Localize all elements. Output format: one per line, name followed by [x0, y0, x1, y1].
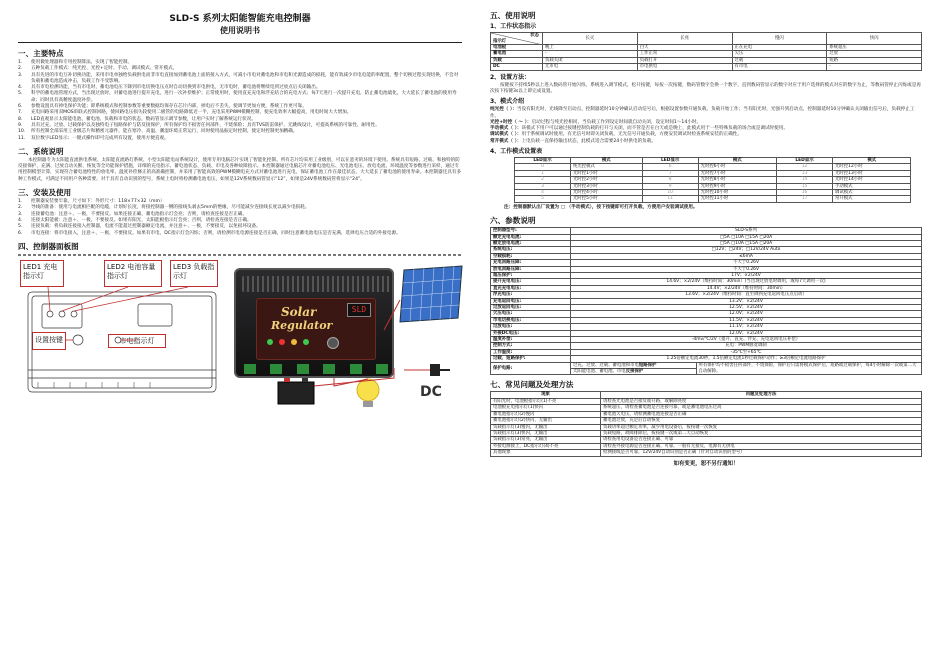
mode-header: 模式: [698, 158, 776, 164]
faq-solution: 负载功率超过额定功率，减少用电设备后，按按键一次恢复: [601, 424, 922, 430]
param-value: 充电：PWM脉宽调制: [571, 343, 922, 349]
mode-led-value: 0: [515, 164, 571, 170]
callout-mains-led: 市电指示灯: [108, 334, 166, 348]
mode-led-value: 17: [777, 196, 833, 202]
status-cell: -: [543, 51, 638, 57]
brand-regulator: Regulator: [271, 318, 333, 332]
mode-name-cell: 光时控6小时: [698, 164, 776, 170]
param-value: 不大于0.26V: [571, 266, 922, 272]
mode-desc: 启动过程与纯光控相同，当负载工作到设定时间就自动关闭，设定时间1～14小时。: [531, 119, 702, 125]
item-number: 5.: [18, 91, 23, 97]
param-label: 系统电压:: [491, 247, 571, 253]
status-table-heading: 1、工作状态指示: [490, 23, 537, 30]
table-row: [491, 64, 922, 70]
param-value: 不大于0.26V: [571, 260, 922, 266]
table-row: [515, 183, 911, 189]
faq-symptom: 蓄电池指示灯(2)快闪，无输出: [491, 418, 601, 424]
mode-name: 纯光控（ ）：: [490, 107, 517, 113]
mode-led-value: 1: [515, 170, 571, 176]
param-label: 空载损耗:: [491, 253, 571, 259]
mode-header: LED显示: [777, 158, 833, 164]
callout-led2: LED2 电池容量指示灯: [104, 260, 162, 287]
faq-symptom: 有阳光时，电池板指示灯(1)不亮: [491, 398, 601, 404]
mode-led-value: 4: [515, 190, 571, 196]
item-text: 连接太阳能板：注意＋、－极，不要接反。如果有阳光，太阳能板指示灯会亮；否则，请检查连接是否正确。: [31, 217, 252, 223]
mode-name-cell: 光时控7小时: [698, 170, 776, 176]
param-label: 额定充电电流:: [491, 234, 571, 240]
param-label: 温度补偿:: [491, 337, 571, 343]
status-cell: 无市电: [543, 64, 638, 70]
faq-symptom: 电池板充电指示灯(1)快闪: [491, 405, 601, 411]
item-number: 4.: [18, 85, 23, 91]
status-header: 长亮: [637, 33, 732, 45]
mode-name-cell: 光时控12小时: [832, 164, 910, 170]
status-cell: 正在充电: [732, 45, 827, 51]
mode-name: 手动模式（ ）：: [490, 126, 522, 132]
table-row: [515, 177, 911, 183]
item-number: 8.: [18, 116, 23, 122]
status-corner-cell: [491, 33, 543, 45]
list-item: [18, 136, 462, 142]
item-text: 充电回路采用双MOS串联式控制回路，使回路电压损失较使用二极管的电路降低近一半，充电采用PWM模糊控制，使充电效率大幅提高，用电时间大大增加。: [31, 110, 352, 116]
param-label: 过放返回电压:: [491, 305, 571, 311]
panel-divider: [18, 254, 462, 256]
mode-led-value: 5: [515, 196, 571, 202]
status-header: 快闪: [827, 33, 922, 45]
panel-diagram: [18, 260, 462, 410]
faq-table-body: [491, 398, 922, 456]
protect-text: 过充、过放、过载、蓄电池和市电: [573, 362, 639, 368]
table-row: [515, 196, 911, 202]
corner-bottom-label: 指示灯: [493, 38, 507, 44]
param-value: 13.6V；×2/24V（维持时间：直至降到充电返回电压点启动）: [571, 292, 922, 298]
protect-cell: [571, 362, 922, 375]
item-text: 导线的准备：使用与电流相匹配的电缆，计划好长度，将接控制器一侧的接线头剥去5mm的绝缘，尽可能减少连接线长度以减少电损耗。: [31, 205, 310, 211]
mode-led-value: 2: [515, 177, 571, 183]
mode-led-value: 16: [777, 190, 833, 196]
item-number: 5.: [18, 224, 23, 230]
item-text: LED直观显示太阳能电池、蓄电池、负载和市电的状态，数码管显示调节参数，让用户实时了解系统运行状况。: [31, 116, 256, 122]
param-label: 额定放电电流:: [491, 240, 571, 246]
outline-led1: [47, 311, 53, 317]
faq-solution: 检测接线是否可靠，12V/24V自动识别是否正确（针对自动识别的型号）: [601, 450, 922, 456]
faq-symptom: 负载指示灯(3)慢闪，无输出: [491, 424, 601, 430]
item-number: 10.: [18, 129, 26, 135]
item-number: 4.: [18, 217, 23, 223]
params-table-body: [491, 228, 922, 363]
setup-heading: 2、设置方法：: [490, 73, 531, 81]
mode-led-value: 10: [642, 190, 698, 196]
section-features-heading: 一、主要特点: [18, 49, 64, 58]
param-label: 过放电压:: [491, 324, 571, 330]
status-cell: 工作正常: [637, 51, 732, 57]
param-label: 放电回路压降:: [491, 266, 571, 272]
mode-led-value: 3: [515, 183, 571, 189]
mode-header: 模式: [570, 158, 642, 164]
status-cell: 负载打开: [637, 57, 732, 63]
param-label: 超压保护:: [491, 272, 571, 278]
param-value: □5A □10A □15A □20A: [571, 240, 922, 246]
mode-header: 模式: [832, 158, 910, 164]
status-row-label: DC: [491, 64, 543, 70]
mode-led-value: 13: [777, 170, 833, 176]
param-value: 13.2V；×2/24V: [571, 298, 922, 304]
mode-header: LED显示: [515, 158, 571, 164]
param-value: 17V；×2/24V: [571, 272, 922, 278]
status-cell: 欠压: [732, 51, 827, 57]
digit-display: SLD: [347, 303, 371, 317]
item-number: 3.: [18, 211, 23, 217]
faq-symptom: 其他现象: [491, 450, 601, 456]
status-cell: 过放: [827, 51, 922, 57]
doc-title: SLD-S 系列太阳能智能充电控制器: [169, 14, 311, 24]
list-item: [18, 73, 462, 86]
faq-header: 问题及处理方法: [601, 392, 922, 398]
param-label: 外接DC电压:: [491, 330, 571, 336]
mode-name-cell: 光时控2小时: [570, 177, 642, 183]
param-value: -35℃至+65℃: [571, 349, 922, 355]
status-table-body: [491, 45, 922, 71]
table-row: [515, 170, 911, 176]
param-label: 充电回路压降:: [491, 260, 571, 266]
list-item: [18, 91, 462, 104]
param-label: 浮充电压:: [491, 292, 571, 298]
item-number: 1.: [18, 60, 23, 65]
dc-plug-icon: [430, 364, 450, 376]
mode-header: LED显示: [642, 158, 698, 164]
section-install-heading: 三、安装及使用: [18, 188, 72, 198]
setup-text: 按键按下持续5秒以上进入数码管开始闪烁，系统进入调节模式，松开按键，每按一次按键，数码管数字会换一个数字，直到数码管显示的数字对应于用户选择的模式对应的数字为止，等数码管停止闪烁或是再次按下按键3s以上即完成设置。: [490, 82, 921, 94]
mode-name-cell: 光时控11小时: [698, 196, 776, 202]
doc-subtitle: 使用说明书: [220, 26, 260, 35]
param-label: 提升充电电压:: [491, 279, 571, 285]
param-label: 直充充电电压:: [491, 285, 571, 291]
item-text: 市电连接：将市电接入，注意＋、－极，不要接反。如果有市电，DC指示灯会闪烁；否则，请检测市电电源连接是否正确，同时注意蓄电池电压是否充满，选择电压合适的外接电源。: [31, 230, 401, 236]
mode-desc: 该模式下用户可以通过按键控制负载的打开与关闭，而不管是否在白天或是晚上，此模式用于一些特殊负载的场合或是调试时使用。: [521, 126, 788, 132]
protect-note: 所有保护均不损害任何部件，不烧保险，保护后只需将模式保护后，短路或过载保护，每4小时解除一次或第二天自动解除。: [696, 363, 921, 375]
item-text: 使用微处理器和专用控制算法，实现了智能控制。: [31, 60, 133, 65]
params-table: [490, 227, 922, 375]
mode-name-cell: 光时控3小时: [570, 183, 642, 189]
faq-solution: 请检查外接电源是否连接正确、可靠，一般有无接反，电源有无供电: [601, 443, 922, 449]
param-label: 工作温度:: [491, 349, 571, 355]
modes-heading: 3、模式介绍: [490, 98, 525, 106]
mode-name-cell: 光时控9小时: [698, 183, 776, 189]
mode-led-value: 9: [642, 183, 698, 189]
item-text: 参数设置具有掉电保护功能；即系统模式和控制参数等重要数据均保存在芯片内部，掉电后不丢失，使调节更加方便，系统工作更可靠。: [31, 104, 307, 110]
outline-led3: [71, 311, 77, 317]
param-value: 14.6V；×2/24V（维持时间：30min）(当出现过放电时调用，或每7天调用一次): [571, 279, 922, 285]
item-text: 连接负载：将负载连接接入控制器，电流不能超过控制器额定电流，并注意＋、－极，不要接反，以免损坏设备。: [31, 224, 261, 230]
param-value: 12.0V；×2/24V: [571, 330, 922, 336]
protect-bold: 反接保护: [625, 369, 644, 375]
footer-note: 如有变更，恕不另行通知！: [673, 460, 739, 467]
mode-name-cell: 光时控13小时: [832, 170, 910, 176]
status-cell: 过载: [732, 57, 827, 63]
mode-led-value: 6: [642, 164, 698, 170]
status-header: 长灭: [543, 33, 638, 45]
status-row-label: 负载: [491, 57, 543, 63]
table-row: [515, 164, 911, 170]
item-text: 具有先进的市电互补切换功能，采用市电单独给负载供电而非市电直接加到蓄电池上面的接入方式，可减小市电对蓄电池和市电和光源造成的损耗，能有效减少市电电能的率配置，整个切换过程实现切换，不会对负载和蓄电池造成冲击，负载工作不受影响。: [31, 72, 459, 84]
item-number: 3.: [18, 72, 23, 78]
param-value: 11.1V；×2/24V: [571, 324, 922, 330]
item-number: 6.: [18, 230, 23, 236]
status-cell: 市电供电: [637, 64, 732, 70]
param-value: ≤6mA: [571, 253, 922, 259]
status-row-label: 电池板: [491, 45, 543, 51]
mode-name-cell: 光时控10小时: [698, 190, 776, 196]
default-note: 注：控制器默认出厂设置为 □ （手动模式），按下按键即可打开负载，方便用户安装调试使用。: [504, 204, 698, 210]
param-label: 控制方式:: [491, 343, 571, 349]
section-faq-heading: 七、常见问题及处理方法: [490, 380, 574, 390]
mode-led-value: 15: [777, 183, 833, 189]
mode-name-cell: 光时控5小时: [570, 196, 642, 202]
mode-item: [490, 107, 922, 120]
status-cell: 有市电: [732, 64, 827, 70]
callout-led1: LED1 充电指示灯: [20, 260, 64, 287]
faq-header: 现象: [491, 392, 601, 398]
install-list: [18, 199, 462, 237]
mode-name-cell: 手动模式: [832, 183, 910, 189]
param-value: 14.4V；×2/24V（维持时间：30min）: [571, 285, 922, 291]
battery-icon: [278, 378, 314, 404]
mode-led-value: 14: [777, 177, 833, 183]
param-label: 市电切换电压:: [491, 317, 571, 323]
mode-led-value: 8: [642, 177, 698, 183]
mode-desc: 上电负载一直保持输出状态，此模式适合需要24小时供电的负载。: [521, 138, 656, 144]
item-text: 连接蓄电池：注意＋、－极，不要接反。如果连接正确，蓄电池指示灯会亮；否则，请检查连接是否正确。: [31, 211, 247, 217]
param-label: 控制器型号:: [491, 228, 571, 234]
mode-table-body: [515, 164, 911, 202]
faq-symptom: 外接电源接上，DC指示灯(4)不亮: [491, 443, 601, 449]
mode-name: 光控+时控（ ～ ）：: [490, 119, 532, 125]
item-text: 双位数字LED显示；一键式操作即可完成所有设置，使用方便直观。: [31, 135, 169, 141]
item-number: 1.: [18, 199, 23, 205]
mode-led-value: 12: [777, 164, 833, 170]
item-text: 具有过充、过放、过载保护以及独特电子短路保护与防反接保护，所有保护均不损害任何部件，不烧保险；具有TVS防雷保护、无跳线设计，可提高系统的可靠性、耐用性。: [31, 122, 380, 128]
mode-name-cell: 光时控8小时: [698, 177, 776, 183]
system-description: 本控制器专为太阳能直流供电系统、太阳能直流路灯系统、小型太阳能电站系统设计，使用专用电脑芯片实现了智能化控制。所有芯片均采用工业级别，可以在恶劣的环境下使用。系统具有短路、过载、和独特的防反接保护，充满、过放自动关断、恢复等全功能保护措施，详细的充电指示、蓄电池状态、负载、市电及各种故障指示。本控制器通过电脑芯片对蓄电池电压、光电池电压、放电电流、环境温度等参数进行采样，通过专用控制模型计算，实现符合蓄电池特性的放电率、温度补偿修正的高准确控制，并采用了智能高效的PWM模糊电充方式对蓄电池进行充电，保证蓄电池工作在最佳状态，大大延长了蓄电池的使用寿命。本控制器还具有多种工作模式，可满足不同用户各种需要。对于具有自动识别的型号，系统上电时将检测蓄电池电压，如果是12V系统数码管显示“12”，如果是24V系统数码管将显示“24”。: [18, 157, 462, 182]
table-row: [491, 450, 922, 456]
faq-solution: 蓄电池过放，充足后自动恢复: [601, 418, 922, 424]
controller-outline-drawing: [18, 260, 228, 410]
item-number: 6.: [18, 104, 23, 110]
right-column: [470, 0, 936, 662]
section-usage-heading: 五、使用说明: [490, 11, 536, 20]
section-panel-heading: 四、控制器面板图: [18, 241, 79, 251]
features-list: [18, 60, 462, 142]
section-system-heading: 二、系统说明: [18, 146, 64, 156]
mode-name-cell: 调试模式: [832, 190, 910, 196]
corner-top-label: 状态: [530, 33, 539, 38]
status-cell: 晚上: [543, 45, 638, 51]
param-value: 1.25倍额定电流30秒，1.5倍额定电流1秒过载保护动作；≥3倍额定电流短路保护: [571, 356, 922, 362]
param-label: 充电返回电压:: [491, 298, 571, 304]
param-value: SLD-S系列: [571, 228, 922, 234]
param-label: 欠压电压:: [491, 311, 571, 317]
item-number: 2.: [18, 205, 23, 211]
section-params-heading: 六、参数说明: [490, 216, 536, 226]
status-cell: 负载关闭: [543, 57, 638, 63]
outline-display: [138, 304, 172, 326]
item-text: 科学的蓄电池管理方式，当出现过放时，对蓄电池进行提升充电，进行一次补偿维护；正常使用时，使用直充充电和浮充结合的充电方式；每7天进行一次提升充电，防止蓄电池硫化，大大延长了蓄电池的使用寿命；同时具有高精度温度补偿。: [31, 91, 457, 103]
mode-desc: 用于系统调试时使用，有光信号时即关闭负载，无光信号开通负载，方便安装调试时检查系统安装的正确性。: [521, 132, 742, 138]
param-value: □12V；□24V；□12V/24V Auto: [571, 247, 922, 253]
mode-led-value: 7: [642, 170, 698, 176]
faq-solution: 负载短路，故障排除后，按按键一次或第二天自动恢复: [601, 430, 922, 436]
faq-symptom: 负载指示灯(3)常亮，无输出: [491, 437, 601, 443]
item-text: 五种负载工作模式：纯光控、光控+定时、手动、调试模式、常开模式。: [31, 66, 178, 72]
outline-button: [73, 335, 83, 345]
item-number: 2.: [18, 66, 23, 72]
param-value: □5A □10A □15A □20A: [571, 234, 922, 240]
table-row: [515, 190, 911, 196]
param-value: 12.0V；×2/24V: [571, 311, 922, 317]
status-row-label: 蓄电池: [491, 51, 543, 57]
param-label: 保护电路:: [491, 362, 571, 375]
item-number: 9.: [18, 122, 23, 128]
item-text: 控制器安装要牢靠，尺寸如下：外形尺寸：118×77×32（mm）: [31, 199, 165, 205]
dc-label: DC: [420, 383, 442, 400]
mode-name: 常开模式（ ）：: [490, 138, 522, 144]
faq-solution: 蓄电池欠电压，请检测蓄电池连接是否正确: [601, 411, 922, 417]
mode-table-heading: 4、工作模式设置表: [490, 148, 543, 155]
param-label: 过载、短路保护:: [491, 356, 571, 362]
mode-table: [514, 157, 911, 203]
brand-solar: Solar: [281, 304, 317, 319]
mode-desc: 当没有阳光时，光线降至启动点，控制器延时10分钟确认启动信号后，根据设置参数开通负载，负载开始工作；当有阳光时，光强升到启动点，控制器延时10分钟确认关闭输出信号后，负载停止工作。: [490, 107, 915, 119]
status-table: [490, 32, 922, 71]
mode-item: [490, 139, 922, 145]
faq-solution: 请检查用电设备是否连接正确、可靠: [601, 437, 922, 443]
protect-line2: [571, 369, 696, 375]
param-value: -4mv/℃/2V（提升、直充、浮充、充电返回电压补偿）: [571, 337, 922, 343]
status-cell: 白天: [637, 45, 732, 51]
title-rule: [18, 42, 462, 43]
list-item: [18, 231, 462, 237]
item-number: 11.: [18, 135, 26, 141]
faq-symptom: 负载指示灯(3)快闪，无输出: [491, 430, 601, 436]
param-value: 12.5V；×2/24V: [571, 305, 922, 311]
item-text: 具有市电检测功能，当有市电时，蓄电池电压下降到市电切换电压点时自动切换到市电供电，无市电时，蓄电池将继续电到过放点后关闭输出。: [31, 85, 321, 91]
outline-body: [28, 292, 216, 392]
faq-solution: 请检查光电池是否接反或开路，或解除亮度: [601, 398, 922, 404]
callout-set-button: 设置按键: [32, 332, 66, 350]
item-number: 7.: [18, 110, 23, 116]
item-text: 所有控制全部采用工业级芯片和精密元器件，能在寒冷、高温、潮湿环境正常运行，同时使用晶振定时控制，使定时控制更加精确。: [31, 129, 298, 135]
outline-led2: [59, 311, 65, 317]
mode-name-cell: 纯光控模式: [570, 164, 642, 170]
mode-name-cell: 光时控14小时: [832, 177, 910, 183]
status-cell: 短路: [827, 57, 922, 63]
status-cell: 系统超压: [827, 45, 922, 51]
status-cell: -: [827, 64, 922, 70]
bulb-icon: [357, 379, 379, 407]
mode-led-value: 11: [642, 196, 698, 202]
faq-solution: 系统超压，请检查蓄电池是否连接可靠，或是蓄电池电压过高: [601, 405, 922, 411]
param-value: 11.5V；×2/24V: [571, 317, 922, 323]
status-header: 慢闪: [732, 33, 827, 45]
modes-list: [490, 107, 922, 145]
mode-name-cell: 常开模式: [832, 196, 910, 202]
mode-name-cell: 光时控4小时: [570, 190, 642, 196]
outline-mains-led: [115, 337, 121, 343]
faq-table: [490, 391, 922, 456]
mode-name-cell: 光时控1小时: [570, 170, 642, 176]
mode-name: 调试模式（ ）：: [490, 132, 522, 138]
callout-led3: LED3 负载指示灯: [170, 260, 218, 287]
protect-text: 太阳能电池、蓄电池、市电: [573, 369, 626, 375]
faq-symptom: 蓄电池指示灯(2)慢闪: [491, 411, 601, 417]
solar-panel-icon: [400, 266, 462, 322]
protect-bold: 短路保护: [638, 362, 657, 368]
